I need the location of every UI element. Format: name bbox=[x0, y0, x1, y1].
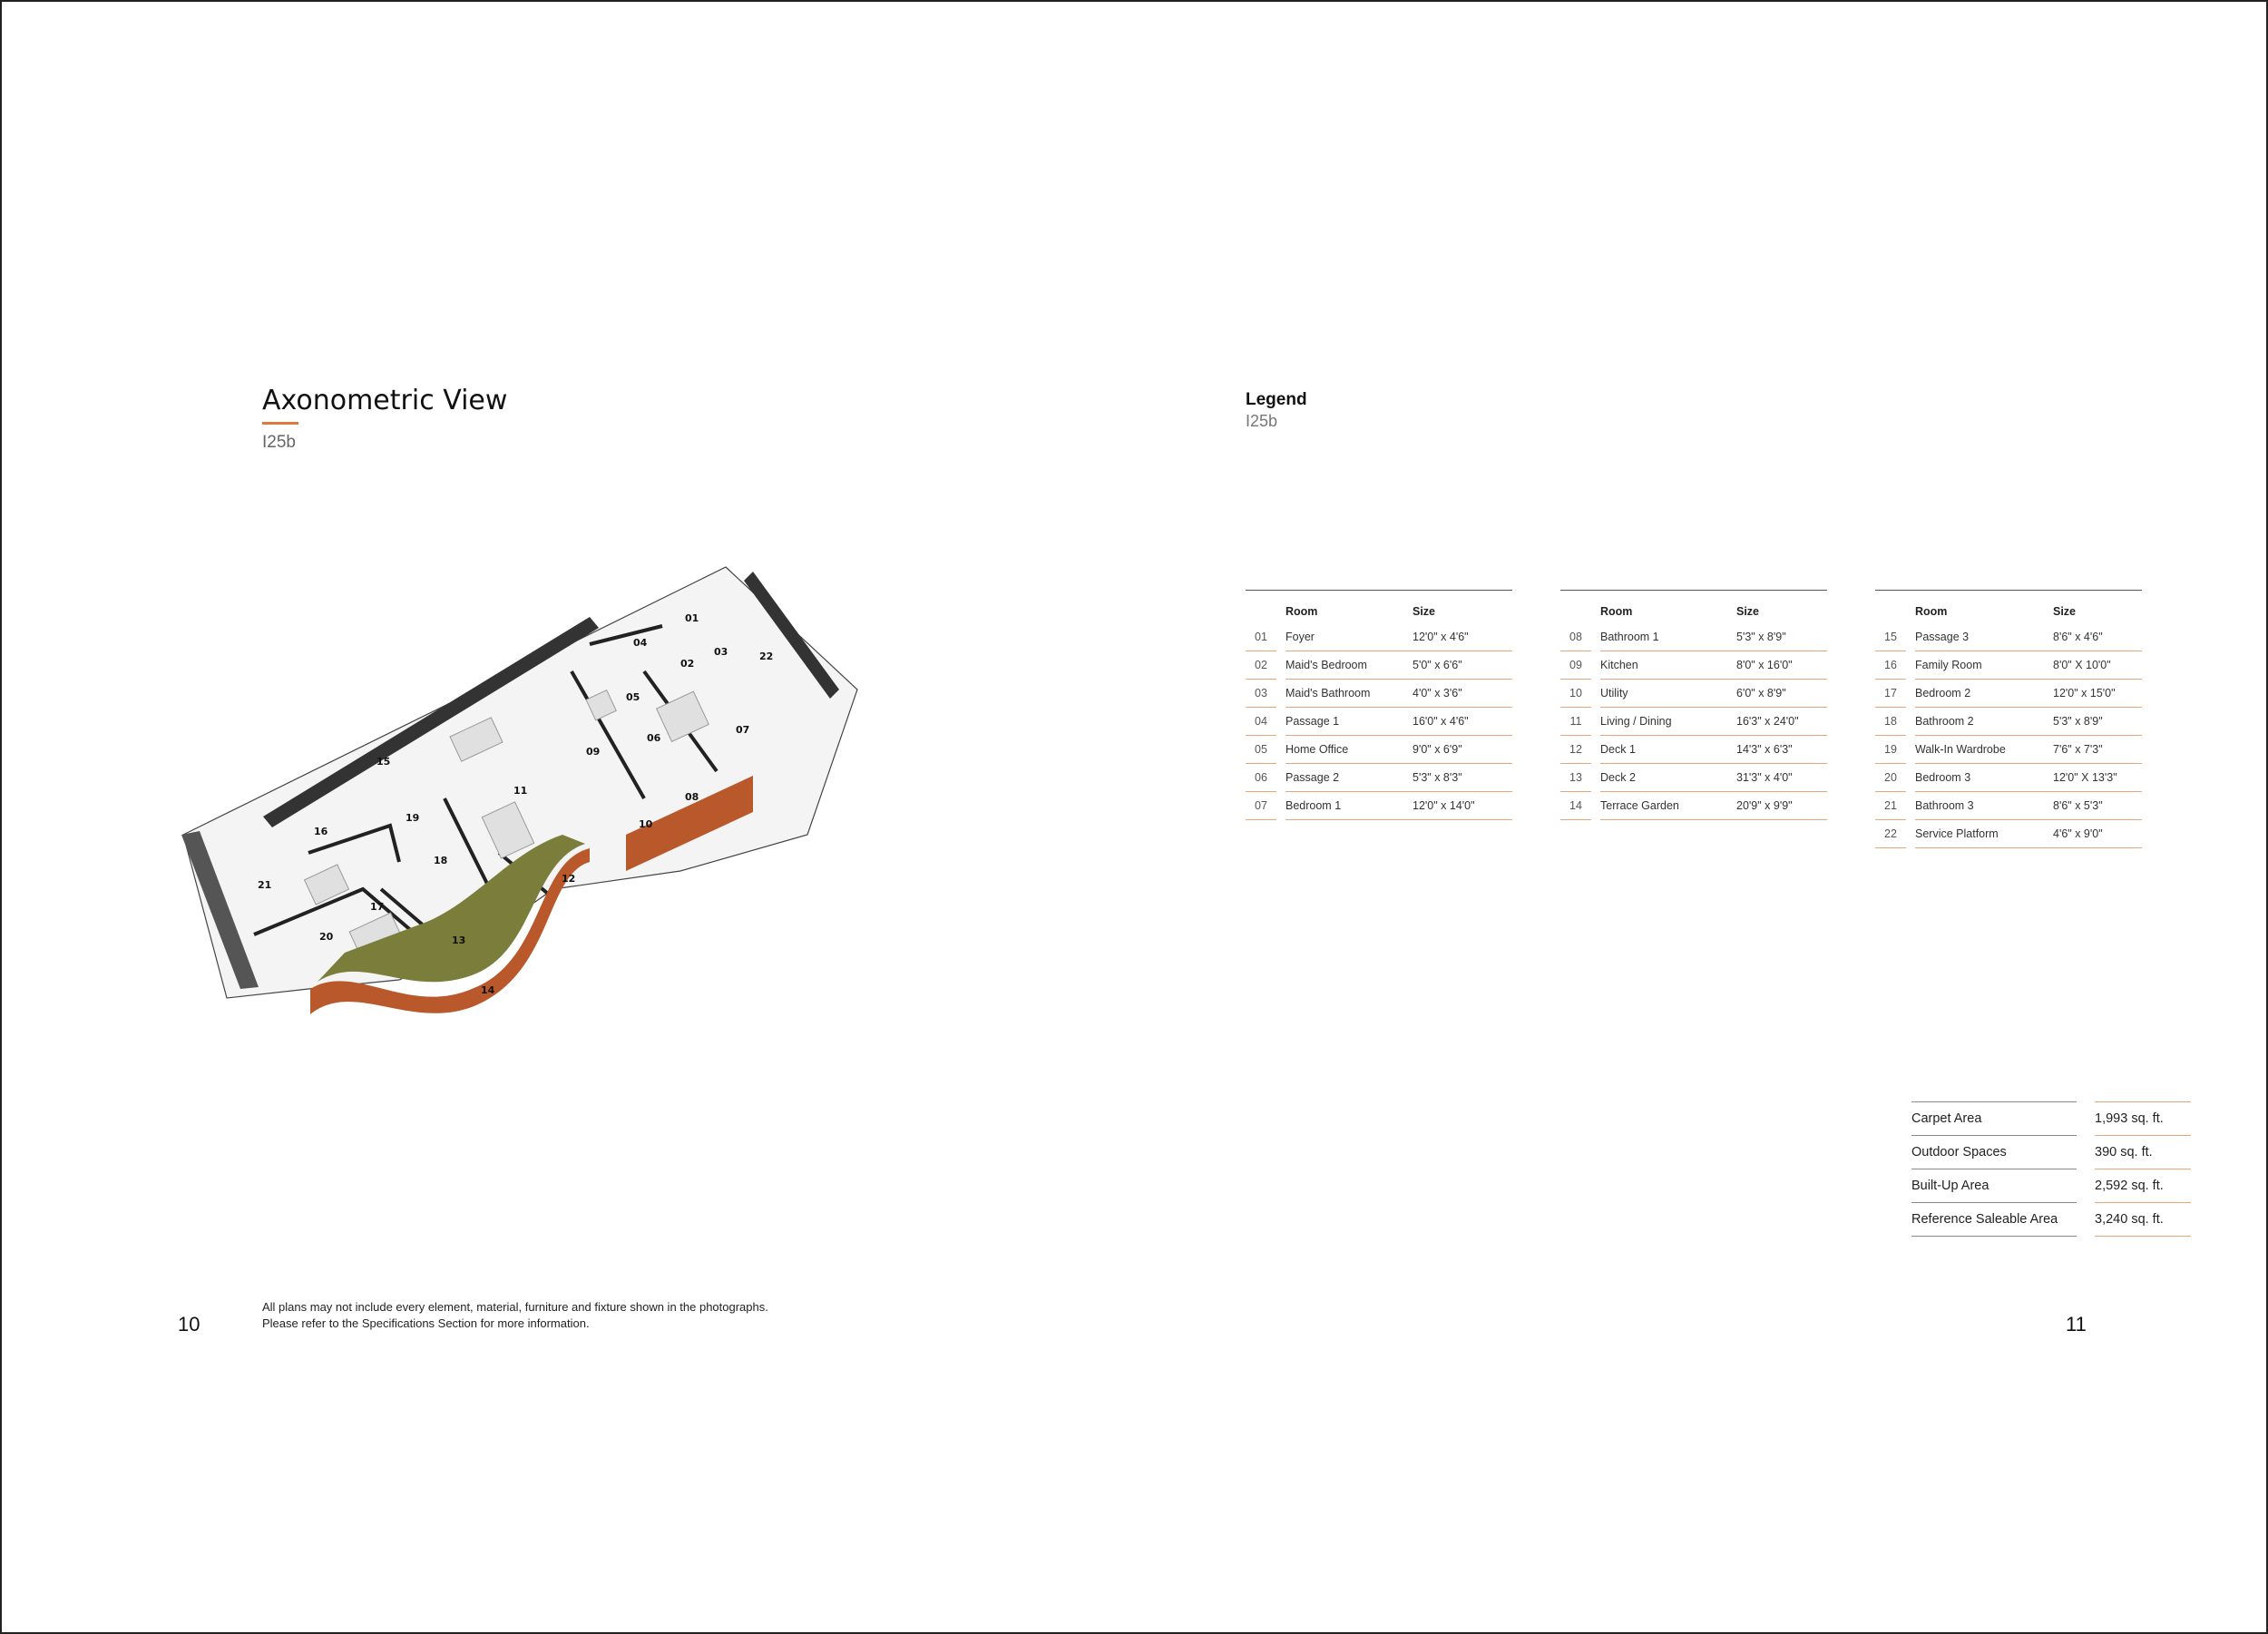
room-size: 9'0" x 6'9" bbox=[1413, 736, 1512, 764]
room-size: 14'3" x 6'3" bbox=[1736, 736, 1827, 764]
room-name: Bedroom 3 bbox=[1915, 764, 2053, 792]
col-num bbox=[1246, 591, 1276, 624]
plan-label-03: 03 bbox=[714, 646, 728, 658]
room-number: 06 bbox=[1246, 764, 1276, 792]
room-size: 8'0" X 10'0" bbox=[2053, 651, 2142, 680]
room-size: 7'6" x 7'3" bbox=[2053, 736, 2142, 764]
room-number: 10 bbox=[1560, 680, 1591, 708]
plan-label-08: 08 bbox=[685, 791, 699, 803]
area-row bbox=[1911, 1169, 2191, 1203]
room-number: 17 bbox=[1875, 680, 1906, 708]
room-size: 5'3" x 8'9" bbox=[1736, 623, 1827, 651]
legend-unit-code: I25b bbox=[1246, 412, 1278, 430]
plan-label-06: 06 bbox=[647, 732, 661, 744]
plan-label-12: 12 bbox=[562, 873, 576, 885]
room-name: Foyer bbox=[1286, 623, 1413, 651]
page-number-right: 11 bbox=[2066, 1313, 2087, 1336]
plan-label-04: 04 bbox=[633, 637, 648, 649]
area-value: 1,993 sq. ft. bbox=[2095, 1102, 2191, 1136]
area-label: Built-Up Area bbox=[1911, 1169, 2077, 1203]
room-name: Deck 2 bbox=[1600, 764, 1736, 792]
table-row bbox=[1246, 680, 1512, 708]
room-size: 16'0" x 4'6" bbox=[1413, 708, 1512, 736]
room-number: 12 bbox=[1560, 736, 1591, 764]
plan-label-14: 14 bbox=[481, 984, 495, 996]
area-value: 2,592 sq. ft. bbox=[2095, 1169, 2191, 1203]
room-size: 12'0" x 14'0" bbox=[1413, 792, 1512, 820]
col-num bbox=[1560, 591, 1591, 624]
area-label: Outdoor Spaces bbox=[1911, 1136, 2077, 1169]
room-name: Walk-In Wardrobe bbox=[1915, 736, 2053, 764]
table-row bbox=[1875, 680, 2142, 708]
room-number: 08 bbox=[1560, 623, 1591, 651]
room-size: 4'6" x 9'0" bbox=[2053, 820, 2142, 848]
table-row bbox=[1560, 680, 1827, 708]
room-number: 04 bbox=[1246, 708, 1276, 736]
room-number: 02 bbox=[1246, 651, 1276, 680]
room-number: 07 bbox=[1246, 792, 1276, 820]
col-size: Size bbox=[1736, 591, 1827, 624]
floor-slab bbox=[183, 567, 857, 998]
room-size: 16'3" x 24'0" bbox=[1736, 708, 1827, 736]
room-size: 5'3" x 8'9" bbox=[2053, 708, 2142, 736]
title-accent-rule bbox=[262, 422, 298, 425]
disclaimer-note bbox=[262, 1299, 897, 1332]
room-name: Utility bbox=[1600, 680, 1736, 708]
plan-label-18: 18 bbox=[434, 855, 448, 866]
table-row bbox=[1560, 708, 1827, 736]
table-row bbox=[1560, 736, 1827, 764]
col-room: Room bbox=[1915, 591, 2053, 624]
page-number-left: 10 bbox=[178, 1313, 200, 1336]
table-row bbox=[1875, 820, 2142, 848]
room-number: 14 bbox=[1560, 792, 1591, 820]
room-number: 03 bbox=[1246, 680, 1276, 708]
table-row bbox=[1875, 708, 2142, 736]
table-row bbox=[1246, 623, 1512, 651]
room-name: Maid's Bedroom bbox=[1286, 651, 1413, 680]
plan-label-02: 02 bbox=[680, 658, 695, 670]
room-number: 19 bbox=[1875, 736, 1906, 764]
room-number: 05 bbox=[1246, 736, 1276, 764]
room-name: Living / Dining bbox=[1600, 708, 1736, 736]
room-size: 5'3" x 8'3" bbox=[1413, 764, 1512, 792]
table-row bbox=[1246, 792, 1512, 820]
table-row bbox=[1875, 792, 2142, 820]
area-value: 3,240 sq. ft. bbox=[2095, 1203, 2191, 1237]
room-name: Kitchen bbox=[1600, 651, 1736, 680]
room-size: 20'9" x 9'9" bbox=[1736, 792, 1827, 820]
room-name: Deck 1 bbox=[1600, 736, 1736, 764]
room-size: 4'0" x 3'6" bbox=[1413, 680, 1512, 708]
room-size: 6'0" x 8'9" bbox=[1736, 680, 1827, 708]
disclaimer-line-1: All plans may not include every element, material, furniture and fixture shown in the photographs. bbox=[262, 1300, 768, 1314]
plan-label-13: 13 bbox=[452, 934, 466, 946]
table-row bbox=[1560, 792, 1827, 820]
table-row bbox=[1246, 651, 1512, 680]
plan-label-20: 20 bbox=[319, 931, 334, 943]
room-name: Terrace Garden bbox=[1600, 792, 1736, 820]
area-row bbox=[1911, 1102, 2191, 1136]
room-name: Service Platform bbox=[1915, 820, 2053, 848]
room-size: 8'6" x 5'3" bbox=[2053, 792, 2142, 820]
room-name: Passage 3 bbox=[1915, 623, 2053, 651]
area-row bbox=[1911, 1203, 2191, 1237]
room-table-3 bbox=[1875, 590, 2142, 848]
room-size: 12'0" X 13'3" bbox=[2053, 764, 2142, 792]
area-row bbox=[1911, 1136, 2191, 1169]
room-size: 8'6" x 4'6" bbox=[2053, 623, 2142, 651]
plan-label-05: 05 bbox=[626, 691, 640, 703]
room-name: Passage 1 bbox=[1286, 708, 1413, 736]
plan-label-01: 01 bbox=[685, 612, 699, 624]
room-number: 15 bbox=[1875, 623, 1906, 651]
plan-label-21: 21 bbox=[258, 879, 272, 891]
room-number: 21 bbox=[1875, 792, 1906, 820]
room-size: 12'0" x 4'6" bbox=[1413, 623, 1512, 651]
legend-title: Legend bbox=[1246, 390, 1307, 409]
unit-code: I25b bbox=[262, 433, 296, 452]
page-title: Axonometric View bbox=[262, 385, 508, 416]
plan-label-19: 19 bbox=[406, 812, 420, 824]
room-table-2 bbox=[1560, 590, 1827, 820]
col-room: Room bbox=[1600, 591, 1736, 624]
room-name: Bedroom 2 bbox=[1915, 680, 2053, 708]
table-row bbox=[1560, 623, 1827, 651]
room-name: Family Room bbox=[1915, 651, 2053, 680]
room-number: 13 bbox=[1560, 764, 1591, 792]
plan-label-10: 10 bbox=[639, 818, 653, 830]
area-summary-table bbox=[1911, 1101, 2191, 1237]
col-num bbox=[1875, 591, 1906, 624]
area-label: Reference Saleable Area bbox=[1911, 1203, 2077, 1237]
axonometric-floorplan bbox=[172, 563, 862, 1080]
room-name: Bathroom 1 bbox=[1600, 623, 1736, 651]
room-name: Passage 2 bbox=[1286, 764, 1413, 792]
plan-label-16: 16 bbox=[314, 826, 328, 837]
room-name: Bedroom 1 bbox=[1286, 792, 1413, 820]
room-number: 11 bbox=[1560, 708, 1591, 736]
disclaimer-line-2: Please refer to the Specifications Section for more information. bbox=[262, 1316, 590, 1330]
table-row bbox=[1560, 651, 1827, 680]
plan-label-09: 09 bbox=[586, 746, 601, 758]
table-row bbox=[1875, 651, 2142, 680]
room-number: 16 bbox=[1875, 651, 1906, 680]
col-room: Room bbox=[1286, 591, 1413, 624]
room-size: 31'3" x 4'0" bbox=[1736, 764, 1827, 792]
plan-label-15: 15 bbox=[376, 756, 391, 768]
table-row bbox=[1560, 764, 1827, 792]
table-row bbox=[1875, 764, 2142, 792]
room-size: 12'0" x 15'0" bbox=[2053, 680, 2142, 708]
col-size: Size bbox=[1413, 591, 1512, 624]
room-name: Maid's Bathroom bbox=[1286, 680, 1413, 708]
col-size: Size bbox=[2053, 591, 2142, 624]
room-table-1 bbox=[1246, 590, 1512, 820]
room-name: Bathroom 3 bbox=[1915, 792, 2053, 820]
room-name: Bathroom 2 bbox=[1915, 708, 2053, 736]
room-number: 01 bbox=[1246, 623, 1276, 651]
room-size: 5'0" x 6'6" bbox=[1413, 651, 1512, 680]
plan-label-22: 22 bbox=[759, 651, 774, 662]
table-row bbox=[1246, 764, 1512, 792]
plan-label-07: 07 bbox=[736, 724, 750, 736]
area-value: 390 sq. ft. bbox=[2095, 1136, 2191, 1169]
room-name: Home Office bbox=[1286, 736, 1413, 764]
table-row bbox=[1246, 736, 1512, 764]
room-number: 20 bbox=[1875, 764, 1906, 792]
room-number: 09 bbox=[1560, 651, 1591, 680]
room-number: 18 bbox=[1875, 708, 1906, 736]
room-size: 8'0" x 16'0" bbox=[1736, 651, 1827, 680]
area-label: Carpet Area bbox=[1911, 1102, 2077, 1136]
plan-label-11: 11 bbox=[513, 785, 528, 797]
table-row bbox=[1875, 736, 2142, 764]
room-number: 22 bbox=[1875, 820, 1906, 848]
plan-label-17: 17 bbox=[370, 901, 385, 913]
table-row bbox=[1875, 623, 2142, 651]
table-row bbox=[1246, 708, 1512, 736]
